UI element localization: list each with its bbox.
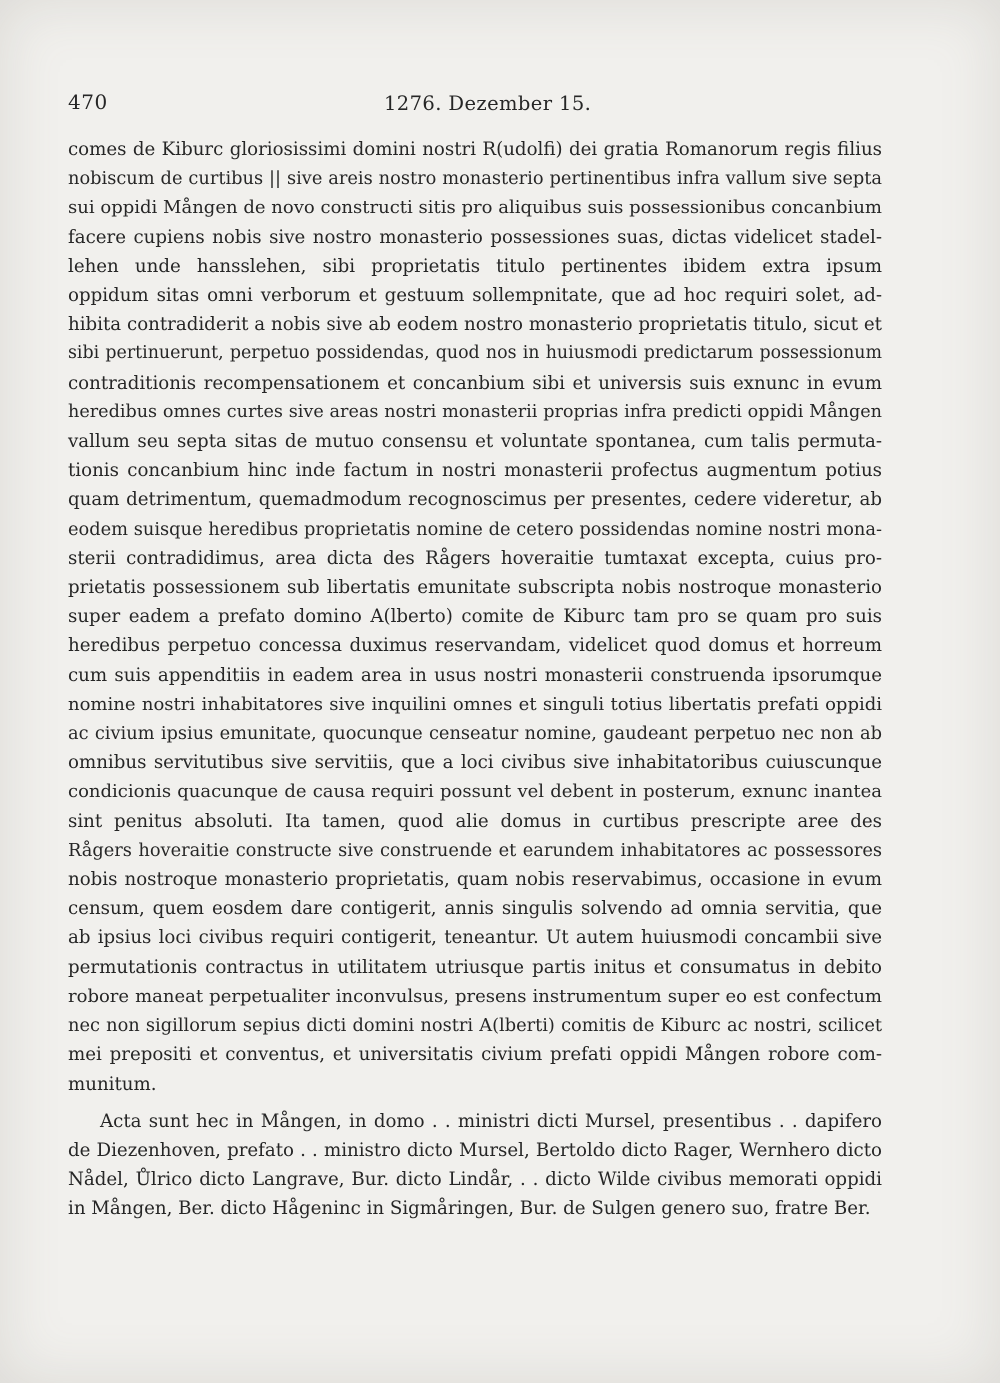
- running-head-date: 1276. Dezember 15.: [384, 92, 592, 115]
- text-line: heredibus perpetuo concessa duximus reservandam, videlicet quod domus et horreum: [68, 635, 882, 657]
- text-line: quam detrimentum, quemadmodum recognoscimus per presentes, cedere videretur, ab: [68, 489, 882, 511]
- paragraph: [68, 1107, 882, 1224]
- text-line: sui oppidi Mången de novo constructi sitis pro aliquibus suis possessionibus concanbium: [68, 197, 882, 219]
- text-line: heredibus omnes curtes sive areas nostri monasterii proprias infra predicti oppidi Mången: [68, 401, 882, 422]
- text-line: de Diezenhoven, prefato . . ministro dicto Mursel, Bertoldo dicto Rager, Wernhero dicto: [68, 1139, 882, 1161]
- text-line: Acta sunt hec in Mången, in domo . . ministri dicti Mursel, presentibus . . dapifero: [100, 1110, 882, 1132]
- text-line: super eadem a prefato domino A(lberto) comite de Kiburc tam pro se quam pro suis: [68, 606, 882, 628]
- text-line: nec non sigillorum sepius dicti domini nostri A(lberti) comitis de Kiburc ac nostri, scilicet: [68, 1015, 882, 1037]
- text-line: hibita contradiderit a nobis sive ab eodem nostro monasterio proprietatis titulo, sicut et: [68, 314, 882, 336]
- text-line: permutationis contractus in utilitatem utriusque partis initus et consumatus in debito: [68, 956, 882, 978]
- text-line: comes de Kiburc gloriosissimi domini nostri R(udolfi) dei gratia Romanorum regis filius: [68, 139, 882, 160]
- text-line: tionis concanbium hinc inde factum in nostri monasterii profectus augmentum potius: [68, 460, 882, 482]
- page-number: 470: [68, 90, 108, 114]
- text-line: omnibus servitutibus sive servitiis, que a loci civibus sive inhabitatoribus cuiuscunque: [68, 752, 882, 774]
- text-line: in Mången, Ber. dicto Hågeninc in Sigmåringen, Bur. de Sulgen genero suo, fratre Ber.: [68, 1198, 871, 1220]
- text-line: cum suis appenditiis in eadem area in usus nostri monasterii construenda ipsorumque: [68, 664, 882, 686]
- page-header: [68, 90, 880, 120]
- text-line: nomine nostri inhabitatores sive inquilini omnes et singuli totius libertatis prefati oppidi: [68, 693, 882, 715]
- paragraph: [68, 135, 882, 1099]
- text-line: nobis nostroque monasterio proprietatis, quam nobis reservabimus, occasione in evum: [68, 869, 882, 891]
- text-line: facere cupiens nobis sive nostro monasterio possessiones suas, dictas videlicet stadel-: [68, 226, 882, 248]
- text-line: nobiscum de curtibus || sive areis nostro monasterio pertinentibus infra vallum sive septa: [68, 168, 882, 190]
- text-line: vallum seu septa sitas de mutuo consensu et voluntate spontanea, cum talis permuta-: [68, 431, 882, 453]
- text-line: prietatis possessionem sub libertatis emunitate subscripta nobis nostroque monasterio: [68, 577, 882, 599]
- document-body: [68, 135, 882, 1224]
- text-line: Nådel, Ůlrico dicto Langrave, Bur. dicto Lindår, . . dicto Wilde civibus memorati oppidi: [68, 1169, 882, 1191]
- text-line: eodem suisque heredibus proprietatis nomine de cetero possidendas nomine nostri mona-: [68, 518, 882, 540]
- text-line: ab ipsius loci civibus requiri contigerit, teneantur. Ut autem huiusmodi concambii sive: [68, 927, 882, 949]
- text-line: lehen unde hansslehen, sibi proprietatis titulo pertinentes ibidem extra ipsum: [68, 255, 882, 277]
- text-line: censum, quem eosdem dare contigerit, annis singulis solvendo ad omnia servitia, que: [68, 898, 882, 920]
- text-line: robore maneat perpetualiter inconvulsus, presens instrumentum super eo est confectum: [68, 985, 882, 1007]
- text-line: condicionis quacunque de causa requiri possunt vel debent in posterum, exnunc inantea: [68, 781, 882, 803]
- text-line: Rågers hoveraitie constructe sive construende et earundem inhabitatores ac possessores: [68, 839, 882, 861]
- text-line: mei prepositi et conventus, et universitatis civium prefati oppidi Mången robore com-: [68, 1044, 882, 1066]
- text-line: sibi pertinuerunt, perpetuo possidendas, quod nos in huiusmodi predictarum possessionum: [68, 343, 882, 364]
- text-line: contraditionis recompensationem et concanbium sibi et universis suis exnunc in evum: [68, 372, 882, 394]
- text-line: oppidum sitas omni verborum et gestuum sollempnitate, que ad hoc requiri solet, ad-: [68, 285, 882, 307]
- text-line: munitum.: [68, 1073, 157, 1095]
- text-line: ac civium ipsius emunitate, quocunque censeatur nomine, gaudeant perpetuo nec non ab: [68, 723, 882, 745]
- text-line: sint penitus absoluti. Ita tamen, quod alie domus in curtibus prescripte aree des: [68, 810, 882, 832]
- text-line: sterii contradidimus, area dicta des Rågers hoveraitie tumtaxat excepta, cuius pro-: [68, 547, 882, 569]
